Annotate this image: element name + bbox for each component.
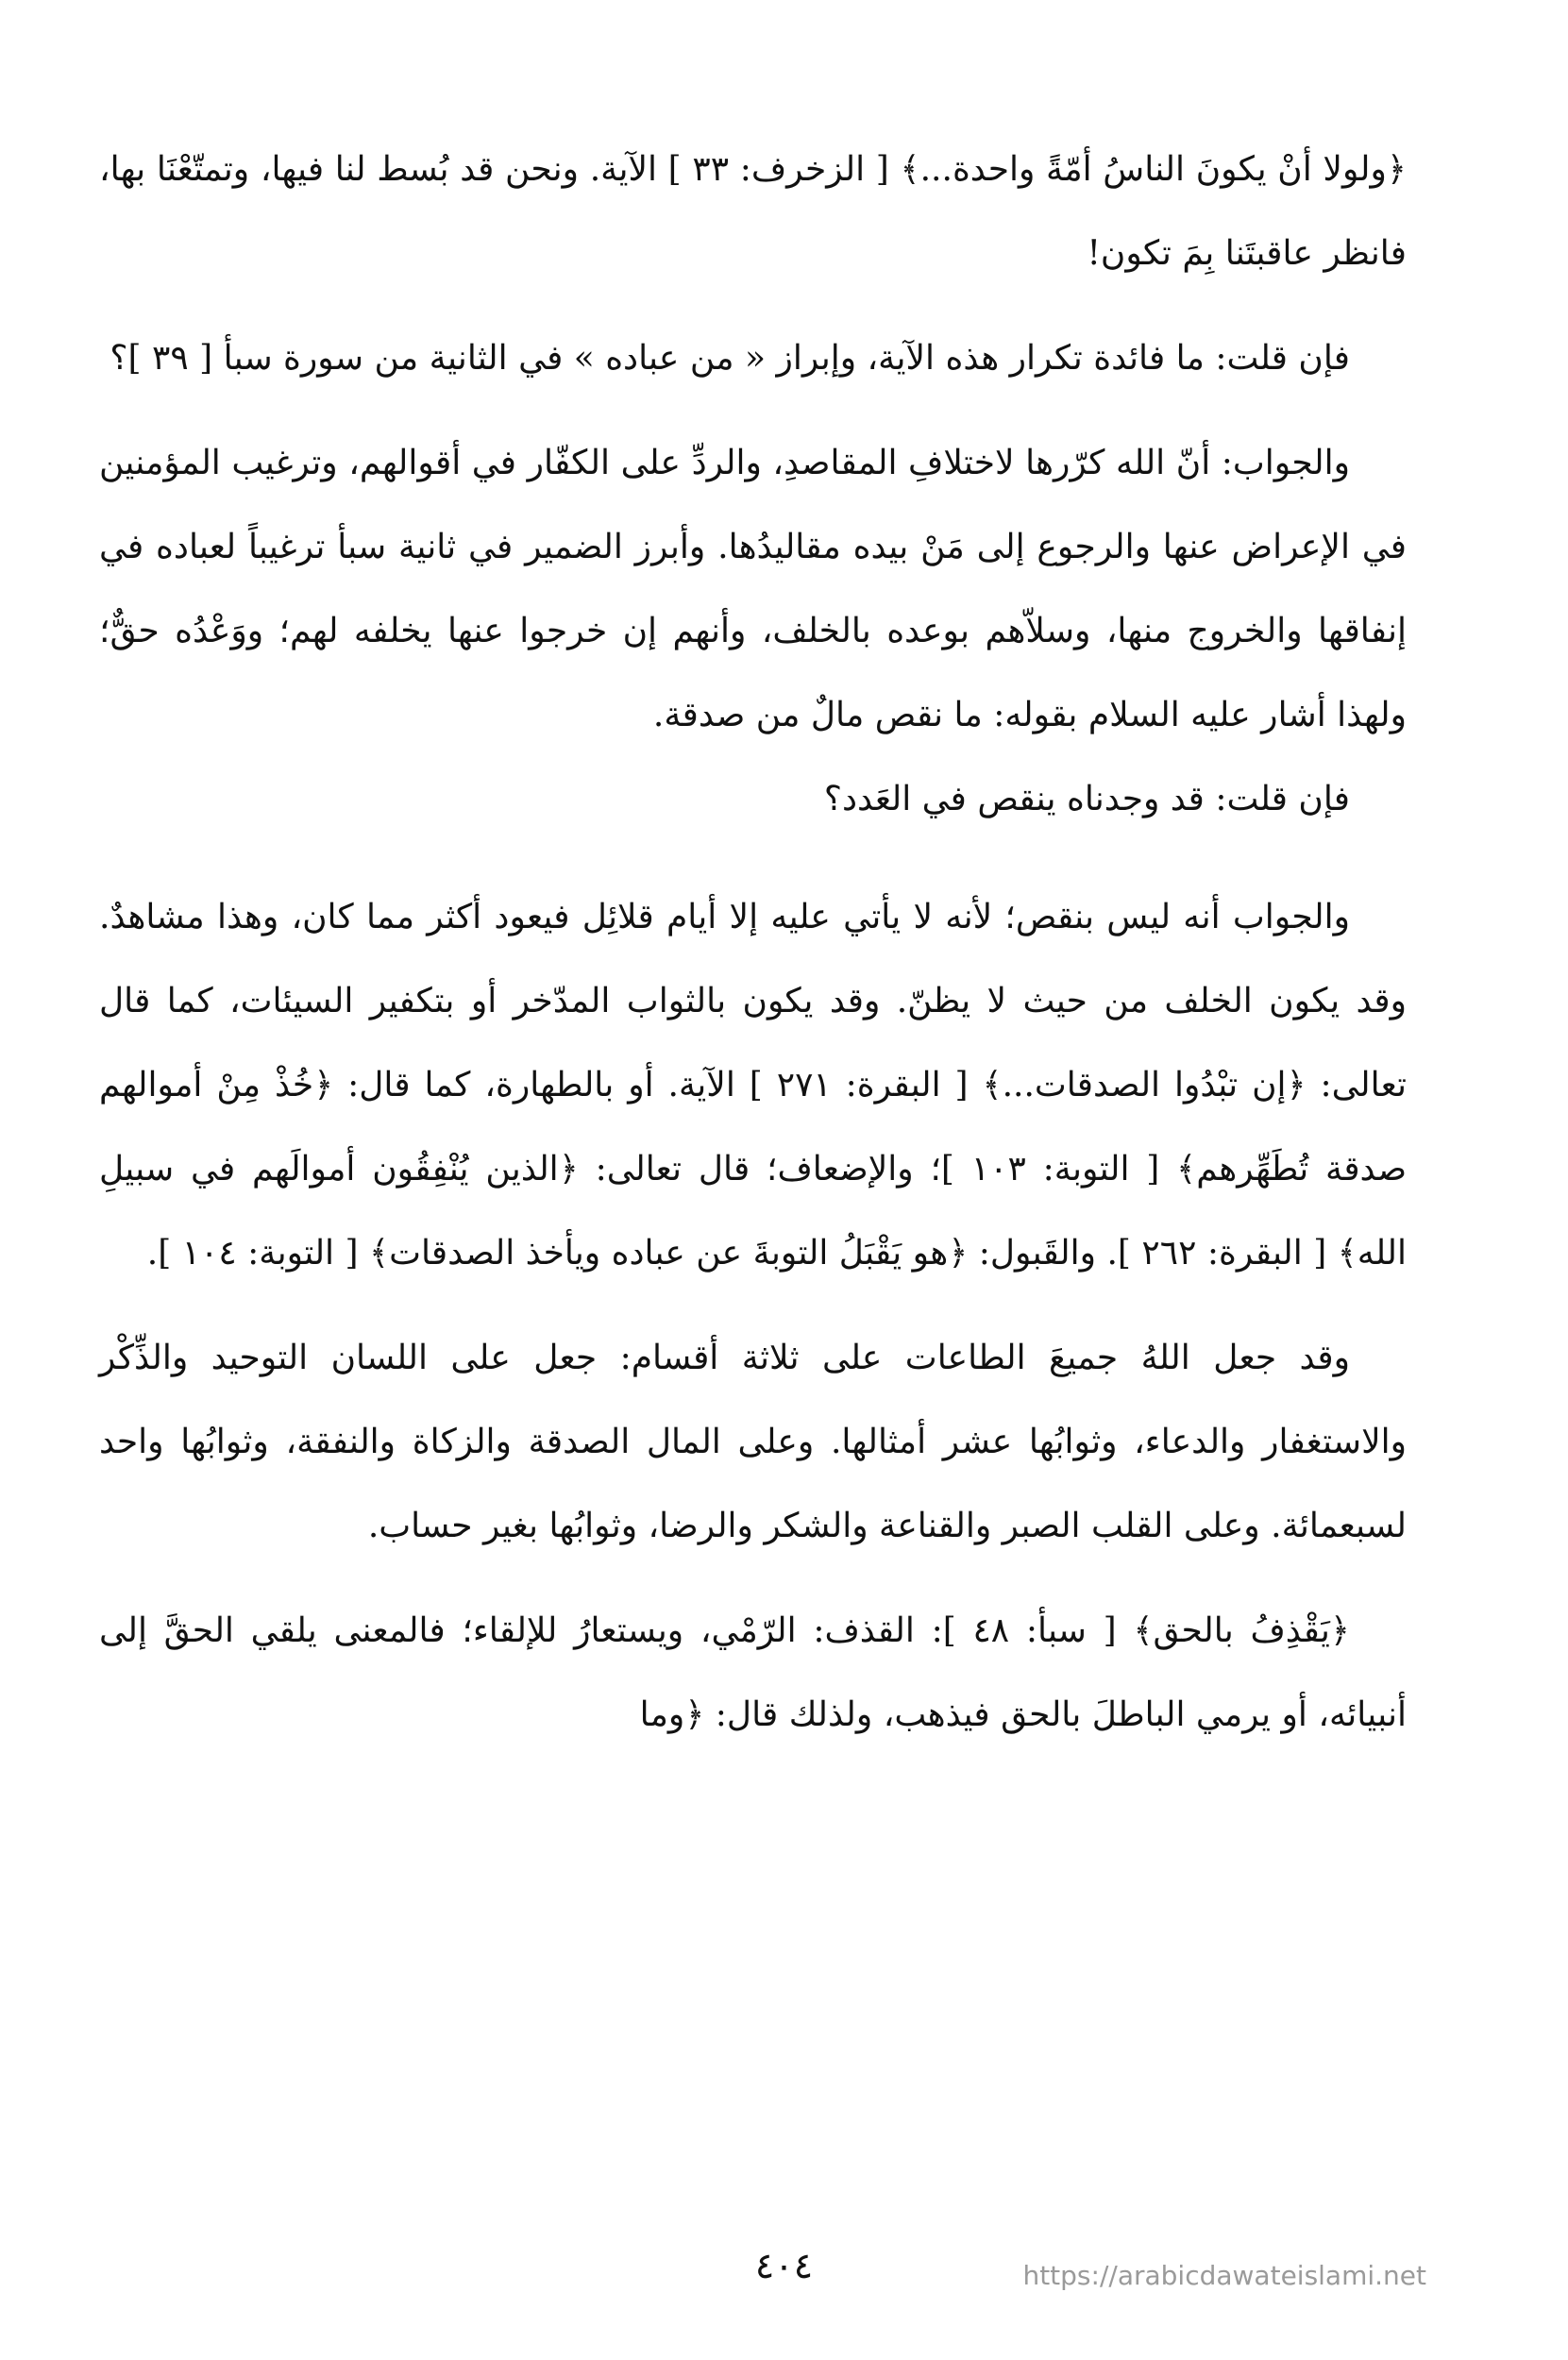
paragraph-yaqdhifu: ﴿يَقْذِفُ بالحق﴾ [ سبأ: ٤٨ ]: القذف: الرّمْي، ويستعارُ للإلقاء؛ فالمعنى يلقي الحقَّ إلى أنبيائه، أو يرمي الباطلَ بالحق فيذهب، ولذلك قال: ﴿وما: [99, 1611, 1407, 1734]
paragraph-question-repetition: فإن قلت: ما فائدة تكرار هذه الآية، وإبراز « من عباده » في الثانية من سورة سبأ [ ٣٩ ]؟: [110, 339, 1350, 378]
page-footer: [0, 2245, 1568, 2320]
page-number: ٤٠٤: [754, 2245, 814, 2286]
watermark-url: https://arabicdawateislami.net: [1022, 2260, 1426, 2291]
paragraph-verse-zukhruf: ﴿ولولا أنْ يكونَ الناسُ أمّةً واحدة...﴾ [ الزخرف: ٣٣ ] الآية. ونحن قد بُسط لنا فيها، وتمتّعْنَا بها، فانظر عاقبتَنا بِمَ تكون!: [99, 150, 1407, 273]
paragraph-answer-repetition: والجواب: أنّ الله كرّرها لاختلافِ المقاصدِ، والردِّ على الكفّار في أقوالهم، وترغيب المؤمنين في الإعراض عنها والرجوع إلى مَنْ بيده مقاليدُها. وأبرز الضمير في ثانية سبأ ترغيباً لعباده في إنفاقها والخروج منها، وسلاّهم بوعده بالخلف، وأنهم إن خرجوا عنها يخلفه لهم؛ ووَعْدُه حقٌّ؛ ولهذا أشار عليه السلام بقوله: ما نقص مالٌ من صدقة.: [99, 444, 1407, 734]
paragraph-answer-decrease: والجواب أنه ليس بنقص؛ لأنه لا يأتي عليه إلا أيام قلائِل فيعود أكثر مما كان، وهذا مشاهدٌ. وقد يكون الخلف من حيث لا يظنّ. وقد يكون بالثواب المدّخر أو بتكفير السيئات، كما قال تعالى: ﴿إن تبْدُوا الصدقات...﴾ [ البقرة: ٢٧١ ] الآية. أو بالطهارة، كما قال: ﴿خُذْ مِنْ أموالهم صدقة تُطَهِّرهم﴾ [ التوبة: ١٠٣ ]؛ والإضعاف؛ قال تعالى: ﴿الذين يُنْفِقُون أموالَهم في سبيلِ الله﴾ [ البقرة: ٢٦٢ ]. والقَبول: ﴿هو يَقْبَلُ التوبةَ عن عباده ويأخذ الصدقات﴾ [ التوبة: ١٠٤ ].: [99, 898, 1408, 1273]
paragraph-question-decrease: فإن قلت: قد وجدناه ينقص في العَدد؟: [823, 780, 1350, 818]
page-body: [99, 127, 1407, 1757]
paragraph-three-divisions: وقد جعل اللهُ جميعَ الطاعات على ثلاثة أقسام: جعل على اللسان التوحيد والذِّكْر والاستغفار والدعاء، وثوابُها عشر أمثالها. وعلى المال الصدقة والزكاة والنفقة، وثوابُها واحد لسبعمائة. وعلى القلب الصبر والقناعة والشكر والرضا، وثوابُها بغير حساب.: [99, 1339, 1407, 1545]
